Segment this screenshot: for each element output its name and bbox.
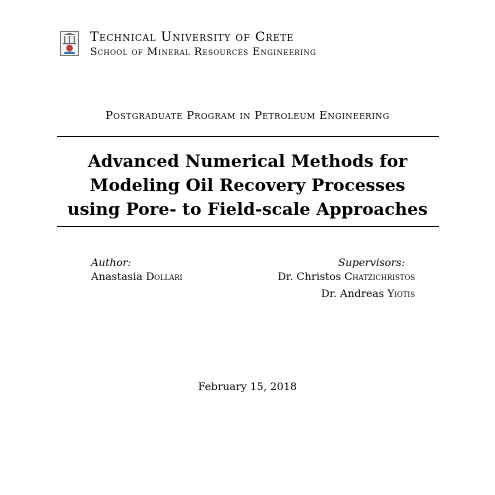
university-name: Technical University of Crete (90, 30, 294, 45)
program-name: Postgraduate Program in Petroleum Engineering (105, 109, 390, 122)
school-name: School of Mineral Resources Engineering (90, 46, 317, 58)
author-label: Author: (91, 257, 132, 269)
author-name (91, 271, 182, 283)
supervisor-1-last: Chatzichristos (344, 271, 415, 283)
university-logo-icon (60, 31, 79, 56)
supervisor-1-name (278, 271, 415, 283)
title-line-3: using Pore- to Field-scale Approaches (67, 200, 428, 220)
author-last-name: Dollari (145, 271, 183, 283)
supervisor-2-last: Yiotis (387, 288, 415, 300)
supervisors-label: Supervisors: (338, 257, 405, 269)
title-top-rule (57, 136, 439, 137)
supervisor-1-first: Dr. Christos (277, 271, 342, 283)
title-bottom-rule (57, 226, 439, 227)
title-line-2: Modeling Oil Recovery Processes (89, 176, 406, 196)
title-line-1: Advanced Numerical Methods for (87, 152, 408, 172)
submission-date: February 15, 2018 (198, 381, 297, 393)
author-first-name: Anastasia (91, 271, 143, 283)
supervisor-2-first: Dr. Andreas (321, 288, 384, 300)
thesis-title (0, 150, 495, 222)
supervisor-2-name (321, 288, 415, 300)
